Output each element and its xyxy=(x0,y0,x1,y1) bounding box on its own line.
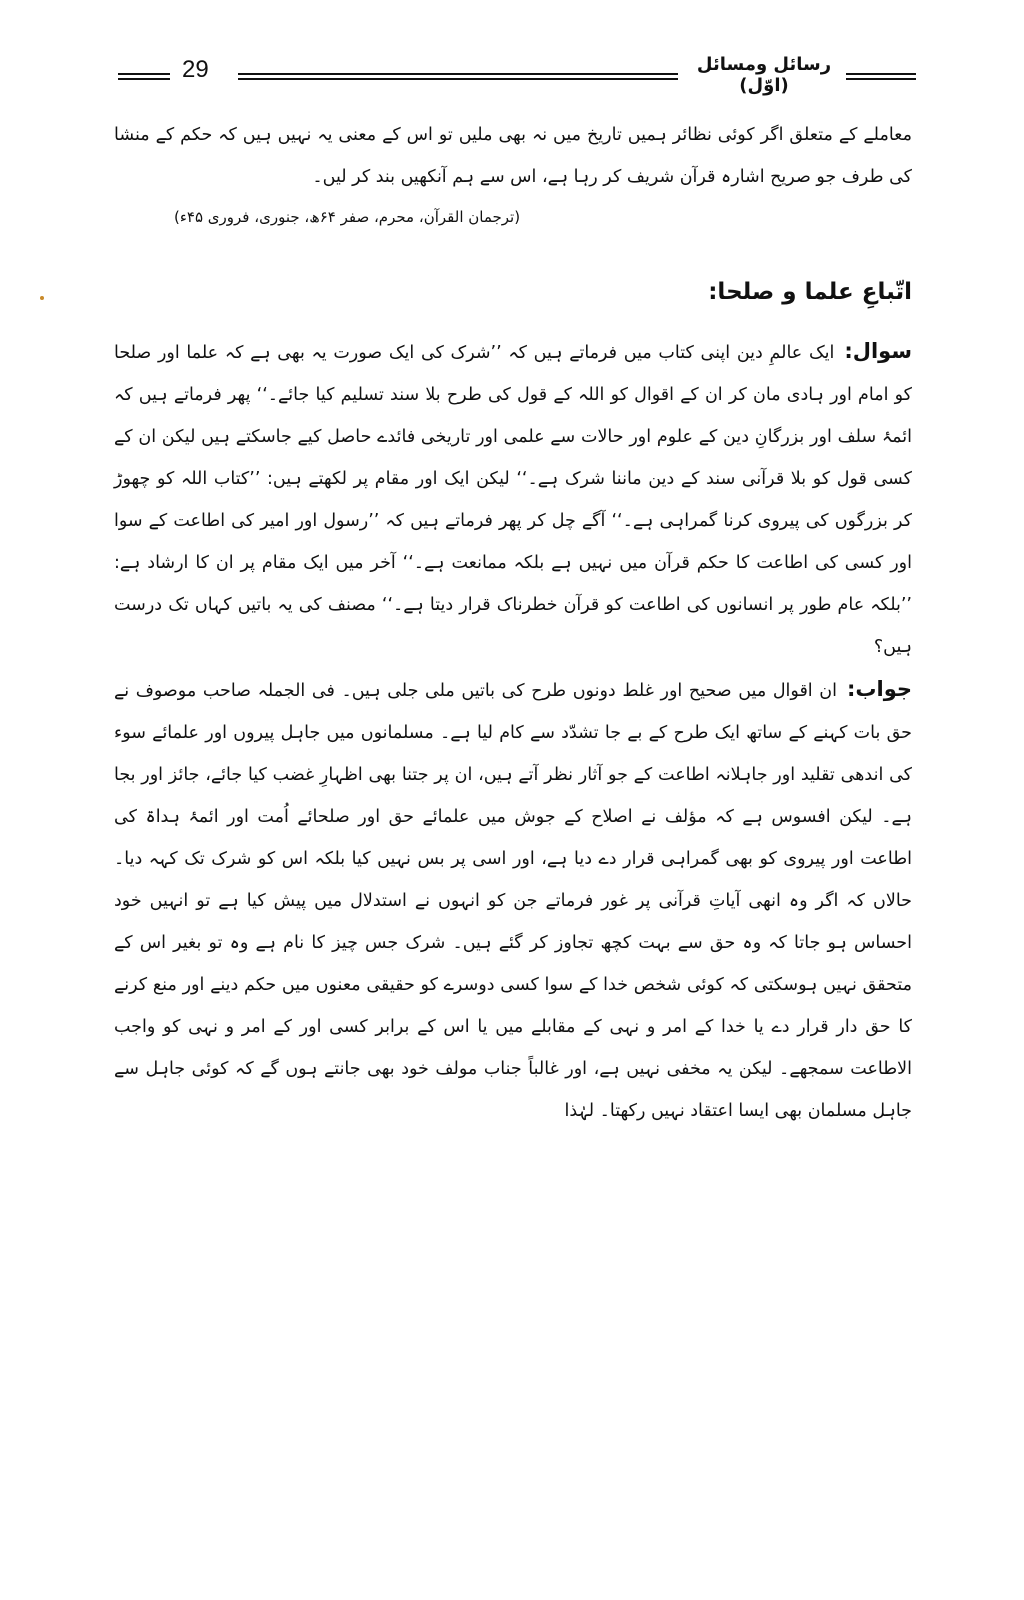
citation: (ترجمان القرآن، محرم، صفر ۶۴ھ، جنوری، فروری ۴۵ء) xyxy=(174,208,521,226)
paper-speck xyxy=(40,296,44,300)
question-text: ایک عالمِ دین اپنی کتاب میں فرماتے ہیں کہ ’’شرک کی ایک صورت یہ بھی ہے کہ علما اور صلحا کو امام اور ہادی مان کر ان کے اقوال کو اللہ کے قول کی طرح بلا سند تسلیم کیا جائے۔‘‘ پھر فرماتے ہیں کہ ائمۂ سلف اور بزرگانِ دین کے علوم اور حالات سے علمی اور تاریخی فائدے حاصل کیے جاسکتے ہیں لیکن ان کے کسی قول کو بلا قرآنی سند کے دین ماننا شرک ہے۔‘‘ لیکن ایک اور مقام پر لکھتے ہیں: ’’کتاب اللہ کو چھوڑ کر بزرگوں کی پیروی کرنا گمراہی ہے۔‘‘ آگے چل کر پھر فرماتے ہیں کہ ’’رسول اور امیر کی اطاعت کے سوا اور کسی کی اطاعت کا حکم قرآن میں نہیں ہے بلکہ ممانعت ہے۔‘‘ آخر میں ایک مقام پر ان کا ارشاد ہے: ’’بلکہ عام طور پر انسانوں کی اطاعت کو قرآن خطرناک قرار دیتا ہے۔‘‘ مصنف کی یہ باتیں کہاں تک درست ہیں؟ xyxy=(114,343,912,657)
header-rule-left xyxy=(118,73,170,80)
answer-text: ان اقوال میں صحیح اور غلط دونوں طرح کی باتیں ملی جلی ہیں۔ فی الجملہ صاحب موصوف نے حق بات کہنے کے ساتھ ایک طرح کے بے جا تشدّد سے کام لیا ہے۔ مسلمانوں میں جاہل پیروں اور علمائے سوء کی اندھی تقلید اور جاہلانہ اطاعت کے جو آثار نظر آتے ہیں، ان پر جتنا بھی اظہارِ غضب کیا جائے، جائز اور بجا ہے۔ لیکن افسوس ہے کہ مؤلف نے اصلاح کے جوش میں علمائے حق اور صلحائے اُمت اور ائمۂ ہداۃ کی اطاعت اور پیروی کو بھی گمراہی قرار دے دیا ہے، اور اسی پر بس نہیں کیا بلکہ اس کو شرک تک کہہ دیا۔ حالاں کہ اگر وہ انھی آیاتِ قرآنی پر غور فرماتے جن کو انہوں نے استدلال میں پیش کیا ہے تو انہیں خود احساس ہو جاتا کہ وہ حق سے بہت کچھ تجاوز کر گئے ہیں۔ شرک جس چیز کا نام ہے وہ تو بغیر اس کے متحقق نہیں ہوسکتی کہ کوئی شخص خدا کے سوا کسی دوسرے کو حقیقی معنوں میں حکم دینے اور منع کرنے کا حق دار قرار دے یا خدا کے امر و نہی کے مقابلے میں یا اس کے برابر کسی اور کے امر و نہی کو واجب الاطاعت سمجھے۔ لیکن یہ مخفی نہیں ہے، اور غالباً جناب مولف خود بھی جانتے ہوں گے کہ کوئی جاہل سے جاہل مسلمان بھی ایسا اعتقاد نہیں رکھتا۔ لہٰذا xyxy=(114,681,912,1121)
page-number: 29 xyxy=(182,56,209,83)
question-paragraph xyxy=(114,330,912,668)
answer-label: جواب: xyxy=(847,677,912,701)
question-label: سوال: xyxy=(844,339,912,363)
page-body xyxy=(114,114,912,1132)
header-rule-middle xyxy=(238,73,678,80)
page-header xyxy=(118,54,916,96)
intro-paragraph: معاملے کے متعلق اگر کوئی نظائر ہمیں تاریخ میں نہ بھی ملیں تو اس کے معنی یہ نہیں ہیں کہ حکم کے منشا کی طرف جو صریح اشارہ قرآن شریف کر رہا ہے، اس سے ہم آنکھیں بند کر لیں۔ xyxy=(114,125,912,187)
answer-paragraph xyxy=(114,668,912,1132)
section-heading: اتّباعِ علما و صلحا: xyxy=(708,279,912,305)
header-rule-right xyxy=(846,73,916,80)
running-title: رسائل ومسائل (اوّل) xyxy=(696,54,832,96)
